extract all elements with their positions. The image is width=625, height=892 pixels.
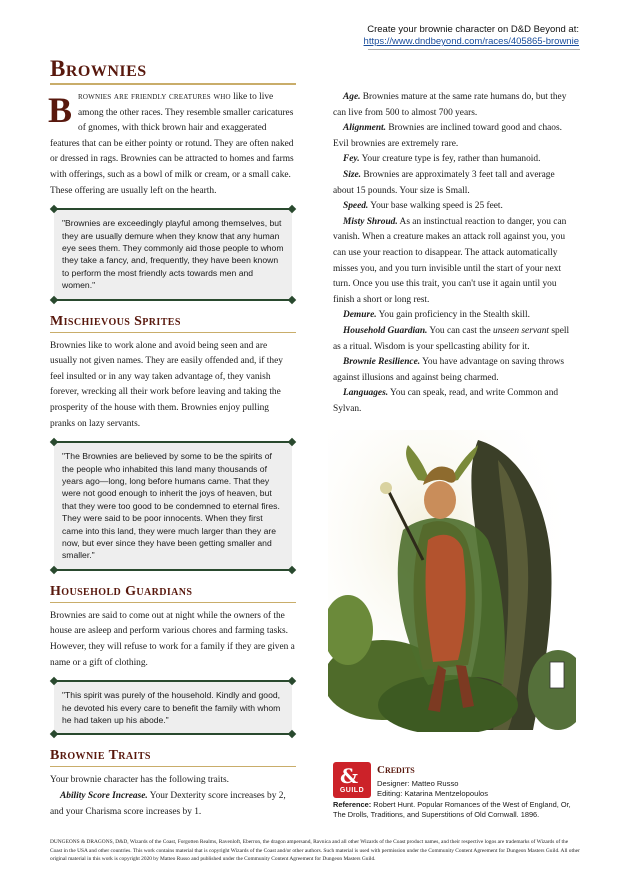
trait-text: spell as a ritual. Wisdom is your spellcasting ability for it. — [333, 325, 570, 352]
diamond-ornament — [288, 566, 296, 574]
diamond-ornament — [50, 205, 58, 213]
top-rule — [368, 49, 580, 50]
diamond-ornament — [288, 438, 296, 446]
quote-box-2 — [54, 441, 292, 571]
intro-first-words: rownies are friendly creatures who — [78, 92, 231, 102]
trait-name: Age. — [343, 92, 361, 102]
household-body: Brownies are said to come out at night while the owners of the house are asleep and perform various chores and farming tasks. However, they will refuse to work for a family if they are given a name or a gift of clothing. — [50, 610, 295, 668]
trait-languages — [333, 386, 577, 417]
credits-reference — [333, 800, 583, 820]
quote-text-1: "Brownies are exceedingly playful among themselves, but they are usually demure when they know that any human eye sees them. They commonly aid those people to whom they take a fancy, and, frequently, they have been known to perform the most friendly acts towards men and women." — [62, 218, 284, 291]
trait-fey — [333, 152, 577, 168]
diamond-ornament — [50, 677, 58, 685]
quote-box-3 — [54, 680, 292, 735]
credits-editing: Editing: Katarina Mentzelopoulos — [377, 789, 489, 798]
diamond-ornament — [50, 438, 58, 446]
trait-size — [333, 168, 577, 199]
heading-household-guardians: Household Guardians — [50, 580, 296, 603]
diamond-ornament — [50, 566, 58, 574]
trait-demure — [333, 308, 577, 324]
trait-text: You gain proficiency in the Stealth skill. — [376, 310, 530, 321]
reference-label: Reference: — [333, 800, 372, 809]
dragon-ampersand-icon: & — [340, 764, 359, 788]
spell-name: unseen servant — [493, 325, 550, 336]
diamond-ornament — [50, 295, 58, 303]
heading-mischievous-sprites: Mischievous Sprites — [50, 310, 296, 333]
trait-name: Misty Shroud. — [343, 216, 398, 227]
trait-text: Brownies are inclined toward good and chaos. Evil brownies are extremely rare. — [333, 123, 562, 149]
trait-name: Size. — [343, 169, 361, 180]
top-link-text: Create your brownie character on D&D Beyond at: — [367, 24, 579, 35]
trait-text: Your Dexterity score increases by 2, and your Charisma score increases by 1. — [50, 791, 286, 817]
trait-text: You can cast the — [427, 325, 494, 336]
trait-name: Alignment. — [343, 123, 386, 134]
top-link-block — [364, 24, 579, 48]
intro-paragraph — [50, 90, 296, 199]
diamond-ornament — [288, 677, 296, 685]
trait-text: You can speak, read, and write Common and Sylvan. — [333, 388, 559, 414]
trait-text: You have advantage on saving throws against illusions and against being charmed. — [333, 357, 565, 383]
trait-text: Brownies mature at the same rate humans do, but they can live from 500 to almost 700 years. — [333, 92, 567, 118]
trait-age — [333, 90, 577, 121]
trait-text: Your base walking speed is 25 feet. — [368, 201, 503, 212]
trait-text: As an instinctual reaction to danger, you can vanish. When a creature makes an attack roll against you, you can use your reaction to disappear. The attack automatically misses you, and you turn invisible until the start of your next turn. Once you use this trait, you can't use it again until you finish a short or long rest. — [333, 216, 567, 305]
diamond-ornament — [288, 730, 296, 738]
heading-brownie-traits: Brownie Traits — [50, 744, 296, 767]
trait-household-guardian — [333, 324, 577, 355]
trait-name: Household Guardian. — [343, 325, 428, 336]
brownie-illustration — [328, 430, 576, 732]
mischievous-body: Brownies like to work alone and avoid being seen and are usually not given names. They are easily offended and, if they feel insulted or in any way taken advantage of, they vanish forever, wrecking all their work before leaving and taking the prosperity of the house with them. Brownies enjoy pulling pranks on lazy servants. — [50, 340, 283, 429]
trait-name: Speed. — [343, 201, 369, 212]
diamond-ornament — [288, 295, 296, 303]
dndbeyond-link[interactable]: https://www.dndbeyond.com/races/405865-brownie — [363, 36, 579, 47]
trait-name: Ability Score Increase. — [60, 791, 148, 801]
quote-text-3: "This spirit was purely of the household. Kindly and good, he devoted his every care to benefit the family with whom he had taken up his abode." — [62, 690, 281, 725]
drop-cap: B — [48, 90, 73, 130]
legal-footer: DUNGEONS & DRAGONS, D&D, Wizards of the Coast, Forgotten Realms, Ravenloft, Eberron, the dragon ampersand, Ravnica and all other Wizards of the Coast product names, and their respective logos are trademarks of Wizards of the Coast in the USA and other countries. This work contains material that is copyright Wizards of the Coast and/or other authors. Such material is used with permission under the Community Content Agreement for Dungeon Masters Guild. All other original material in this work is copyright 2020 by Matteo Russo and published under the Community Content Agreement for Dungeon Masters Guild. — [50, 839, 580, 863]
trait-name: Brownie Resilience. — [343, 357, 421, 368]
page-title: Brownies — [50, 56, 147, 81]
trait-text: Brownies are approximately 3 feet tall and average about 15 pounds. Your size is Small. — [333, 169, 555, 196]
title-rule — [50, 83, 296, 85]
diamond-ornament — [50, 730, 58, 738]
trait-ability-score — [50, 789, 296, 820]
trait-name: Demure. — [343, 310, 377, 321]
trait-speed — [333, 199, 577, 215]
right-column — [333, 90, 577, 417]
traits-intro: Your brownie character has the following traits. — [50, 775, 229, 786]
reference-text: Robert Hunt. Popular Romances of the West of England, Or, The Drolls, Traditions, and Superstitions of Old Cornwall. 1896. — [333, 800, 571, 819]
trait-text: Your creature type is fey, rather than humanoid. — [359, 154, 541, 165]
credits-designer: Designer: Matteo Russo — [377, 779, 459, 788]
quote-text-2: "The Brownies are believed by some to be the spirits of the people who inhabited this land many thousands of years ago—long, long before humans came. That they were not good enough to inherit the joys of heaven, but that they were too good to be condemned to eternal fires. They were said to be poor innocents. When they first came into this land, they were much larger than they are now, but ever since they have been getting smaller and smaller." — [62, 451, 280, 561]
trait-alignment — [333, 121, 577, 152]
trait-name: Fey. — [343, 154, 360, 165]
guild-logo-text: GUILD — [339, 787, 365, 794]
credits-title: Credits — [377, 764, 415, 776]
intro-text: like to live among the other races. They resemble smaller caricatures of gnomes, with thick brown hair and exaggerated features that can be either pointy or rotund. They are often naked or dressed in rags. Brownies can be attracted to homes and farms with offerings, such as a bowl of milk or cream, or a small cake. These offering are usually left on the hearth. — [50, 92, 294, 196]
diamond-ornament — [288, 205, 296, 213]
quote-box-1 — [54, 208, 292, 300]
dm-guild-logo — [333, 762, 371, 798]
left-column — [50, 90, 296, 820]
trait-misty-shroud — [333, 215, 577, 309]
trait-name: Languages. — [343, 388, 389, 399]
trait-brownie-resilience — [333, 355, 577, 386]
